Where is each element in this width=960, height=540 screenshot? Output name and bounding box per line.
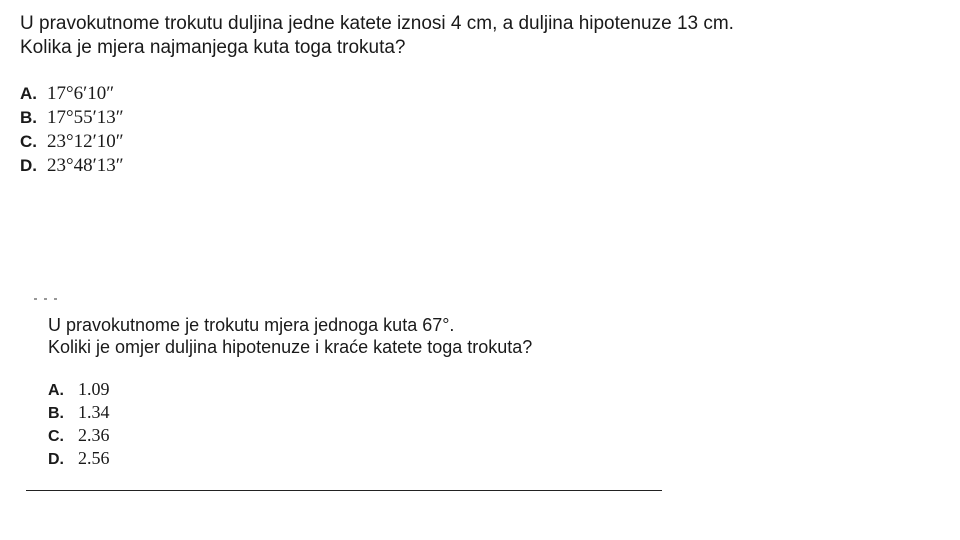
question-2-option-a xyxy=(48,378,532,401)
option-value: 17°6′10″ xyxy=(47,83,115,104)
question-1-option-a xyxy=(20,82,734,106)
scan-artifact-mark xyxy=(34,298,37,300)
option-value: 1.34 xyxy=(78,402,110,422)
question-2-option-b xyxy=(48,401,532,424)
question-1-text-line-1: U pravokutnome trokutu duljina jedne katete iznosi 4 cm, a duljina hipotenuze 13 cm. xyxy=(20,13,734,34)
option-value: 23°12′10″ xyxy=(47,131,124,152)
option-value: 23°48′13″ xyxy=(47,155,124,176)
question-2-text-line-1: U pravokutnome je trokutu mjera jednoga kuta 67°. xyxy=(48,315,455,335)
option-letter: C. xyxy=(20,132,37,151)
question-1-text-line-2: Kolika je mjera najmanjega kuta toga trokuta? xyxy=(20,37,406,58)
question-1-option-c xyxy=(20,130,734,154)
question-2 xyxy=(48,314,532,470)
option-value: 17°55′13″ xyxy=(47,107,124,128)
question-1-option-b xyxy=(20,106,734,130)
option-letter: B. xyxy=(48,405,64,422)
question-2-option-d xyxy=(48,447,532,470)
question-2-options xyxy=(48,378,532,470)
option-value: 2.36 xyxy=(78,425,110,445)
option-value: 2.56 xyxy=(78,448,110,468)
option-letter: A. xyxy=(48,382,64,399)
option-letter: D. xyxy=(48,451,64,468)
option-letter: B. xyxy=(20,108,37,127)
question-1-options xyxy=(20,82,734,178)
question-1-option-d xyxy=(20,154,734,178)
question-2-text-line-2: Koliki je omjer duljina hipotenuze i kraće katete toga trokuta? xyxy=(48,337,533,357)
question-1 xyxy=(20,12,734,178)
horizontal-rule xyxy=(26,490,662,491)
question-2-option-c xyxy=(48,424,532,447)
option-letter: A. xyxy=(20,84,37,103)
scan-artifact-mark xyxy=(54,298,57,300)
option-value: 1.09 xyxy=(78,379,110,399)
option-letter: D. xyxy=(20,156,37,175)
scan-artifact xyxy=(34,298,60,301)
scan-artifact-mark xyxy=(44,298,47,300)
option-letter: C. xyxy=(48,428,64,445)
